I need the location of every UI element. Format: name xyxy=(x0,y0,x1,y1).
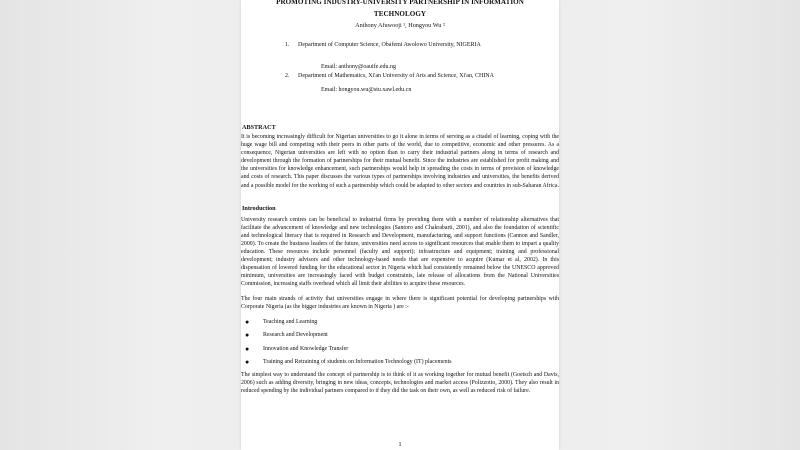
paper-title-line-1: PROMOTING INDUSTRY-UNIVERSITY PARTNERSHIP IN INFORMATION xyxy=(276,0,524,6)
list-item: ● Innovation and Knowledge Transfer xyxy=(241,343,559,357)
paper-title-line-2: TECHNOLOGY xyxy=(373,10,427,18)
introduction-paragraph-1: University research centres can be beneficial to industrial firms by providing them with a number of relationship alternatives that facilitate the advancement of knowledge and new technologies (Santoro and Chakrabarti, 2001), and also the foundation of scientific and technological literacy that is required in Research and Development, manufacturing, and support functions (Cannon and Sandler, 2000). To create the business leaders of the future, universities need access to significant resources that enable them to impart a quality education. These resources include personnel (faculty and support); infrastructure and equipment; training and professional development; industry advisors and other technology-based needs that are expensive to acquire (Kumar et al, 2002). In this dispensation of lowered funding for the educational sector in Nigeria which had consistently remained below the UNESCO approved minimum, universities are increasingly faced with budget constraints, late release of allocations from the National Universities Commission, increasing staffs overhead which all limit their abilities to acquire these resources. xyxy=(241,216,559,288)
affiliation-1 xyxy=(241,41,559,50)
affiliation-2-email: Email: hongyou.wu@stu.xawl.edu.cn xyxy=(321,87,412,93)
activity-list xyxy=(241,316,559,370)
affiliation-1-email: Email: anthony@oauife.edu.ng xyxy=(321,64,397,70)
bullet-icon: ● xyxy=(245,331,250,340)
page-number: 1 xyxy=(398,441,402,448)
authors: Anthony Afuwooji ¹, Hongyou Wu ² xyxy=(355,22,445,29)
bullet-icon: ● xyxy=(245,317,250,326)
introduction-paragraph-3: The simplest way to understand the concept of partnership is to think of it as working together for mutual benefit (Goetsch and Davis, 2006) such as adding diversity, bringing in new ideas, concepts, technologies and market access (Polizzotto, 2000). They also result in reduced spending by the individual partners compared to if they did the task on their own, as well as reduced risk of failure. xyxy=(241,371,559,394)
list-item: ● Training and Retraining of students on Information Technology (IT) placements xyxy=(241,356,559,370)
affiliation-text: Department of Computer Science, Obafemi Awolowo University, NIGERIA xyxy=(298,42,481,48)
abstract-heading: ABSTRACT xyxy=(242,124,276,131)
abstract-text: It is becoming increasingly difficult for Nigerian universities to go it alone in terms of serving as a citadel of learning, coping with the huge wage bill and competing with their peers in other parts of the world, due to competitive, economic and other pressures. As a consequence, Nigerian universities are left with no option than to carry their industrial partners along in terms of research and development through the formation of partnerships for their mutual benefit. Since the industries are established for profit making and the universities for knowledge enhancement, such partnerships would help in spreading the costs in terms of provision of knowledge and costs of research. This paper discusses the various types of partnerships involving industries and universities, the benefits derived and a possible model for the working of such a partnership which could be adapted to other sectors and countries in sub-Saharan Africa. xyxy=(241,134,559,189)
affiliation-number: 2. xyxy=(285,73,290,79)
bullet-icon: ● xyxy=(245,344,250,353)
document-page xyxy=(241,0,559,450)
affiliation-text: Department of Mathematics, Xi'an University of Arts and Science, Xi'an, CHINA xyxy=(298,73,494,79)
introduction-paragraph-2: The four main strands of activity that universities engage in where there is significant potential for developing partnerships with Corporate Nigeria (as the bigger industries are known in Nigeria ) are :- xyxy=(241,295,559,310)
list-item: ● Research and Development xyxy=(241,329,559,343)
introduction-heading: Introduction xyxy=(242,204,276,212)
affiliation-number: 1. xyxy=(285,42,290,48)
list-item: ● Teaching and Learning xyxy=(241,316,559,330)
bullet-icon: ● xyxy=(245,358,250,367)
affiliation-2 xyxy=(241,72,559,81)
